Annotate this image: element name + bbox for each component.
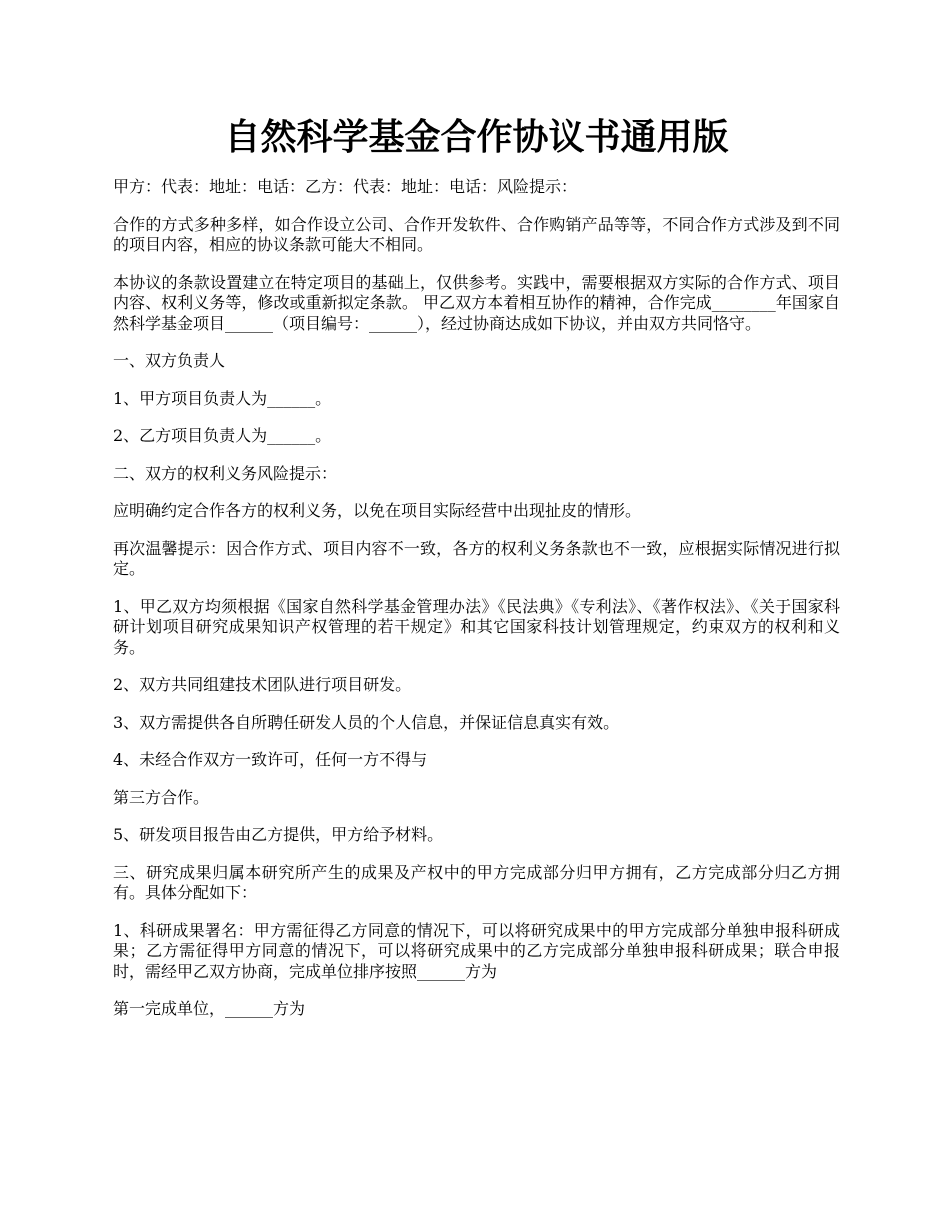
section-heading-1: 一、双方负责人	[113, 351, 226, 370]
clause-2-5: 5、研发项目报告由乙方提供，甲方给予材料。	[113, 825, 444, 844]
clause-3-1-continued: 第一完成单位，______方为	[113, 999, 306, 1018]
clause-2-2: 2、双方共同组建技术团队进行项目研发。	[113, 675, 412, 694]
document-title: 自然科学基金合作协议书通用版	[224, 116, 729, 158]
clause-1-2: 2、乙方项目负责人为______。	[113, 426, 332, 445]
paragraph-agreement-basis: 本协议的条款设置建立在特定项目的基础上，仅供参考。实践中，需要根据双方实际的合作方式、项目内容、权利义务等，修改或重新拟定条款。 甲乙双方本着相互协作的精神，合作完成________年国家自然科学基金项目______（项目编号：______），经过协商达成如下协议，并由双方共同恪守。	[113, 272, 840, 333]
section-heading-3: 三、研究成果归属本研究所产生的成果及产权中的甲方完成部分归甲方拥有，乙方完成部分归乙方拥有。具体分配如下：	[113, 862, 840, 902]
paragraph-cooperation-methods: 合作的方式多种多样，如合作设立公司、合作开发软件、合作购销产品等等，不同合作方式涉及到不同的项目内容，相应的协议条款可能大不相同。	[113, 214, 840, 254]
clause-3-1: 1、科研成果署名：甲方需征得乙方同意的情况下，可以将研究成果中的甲方完成部分单独申报科研成果；乙方需征得甲方同意的情况下，可以将研究成果中的乙方完成部分单独申报科研成果；联合申报时，需经甲乙双方协商，完成单位排序按照______方为	[113, 920, 840, 981]
clause-2-1: 1、甲乙双方均须根据《国家自然科学基金管理办法》《民法典》《专利法》、《著作权法》、《关于国家科研计划项目研究成果知识产权管理的若干规定》和其它国家科技计划管理规定，约束双方的权利和义务。	[113, 596, 840, 657]
party-info: 甲方：代表：地址：电话：乙方：代表：地址：电话：风险提示：	[113, 177, 578, 196]
clause-2-4-continued: 第三方合作。	[113, 787, 210, 807]
section-heading-2: 二、双方的权利义务风险提示：	[113, 463, 338, 483]
clause-2-4: 4、未经合作双方一致许可，任何一方不得与	[113, 750, 428, 769]
clause-1-1: 1、甲方项目负责人为______。	[113, 388, 332, 408]
paragraph-reminder: 再次温馨提示：因合作方式、项目内容不一致，各方的权利义务条款也不一致，应根据实际情况进行拟定。	[113, 538, 840, 578]
clause-2-3: 3、双方需提供各自所聘任研发人员的个人信息，并保证信息真实有效。	[113, 712, 620, 732]
paragraph-rights-tip: 应明确约定合作各方的权利义务，以免在项目实际经营中出现扯皮的情形。	[113, 501, 642, 520]
document-page	[113, 0, 840, 1037]
